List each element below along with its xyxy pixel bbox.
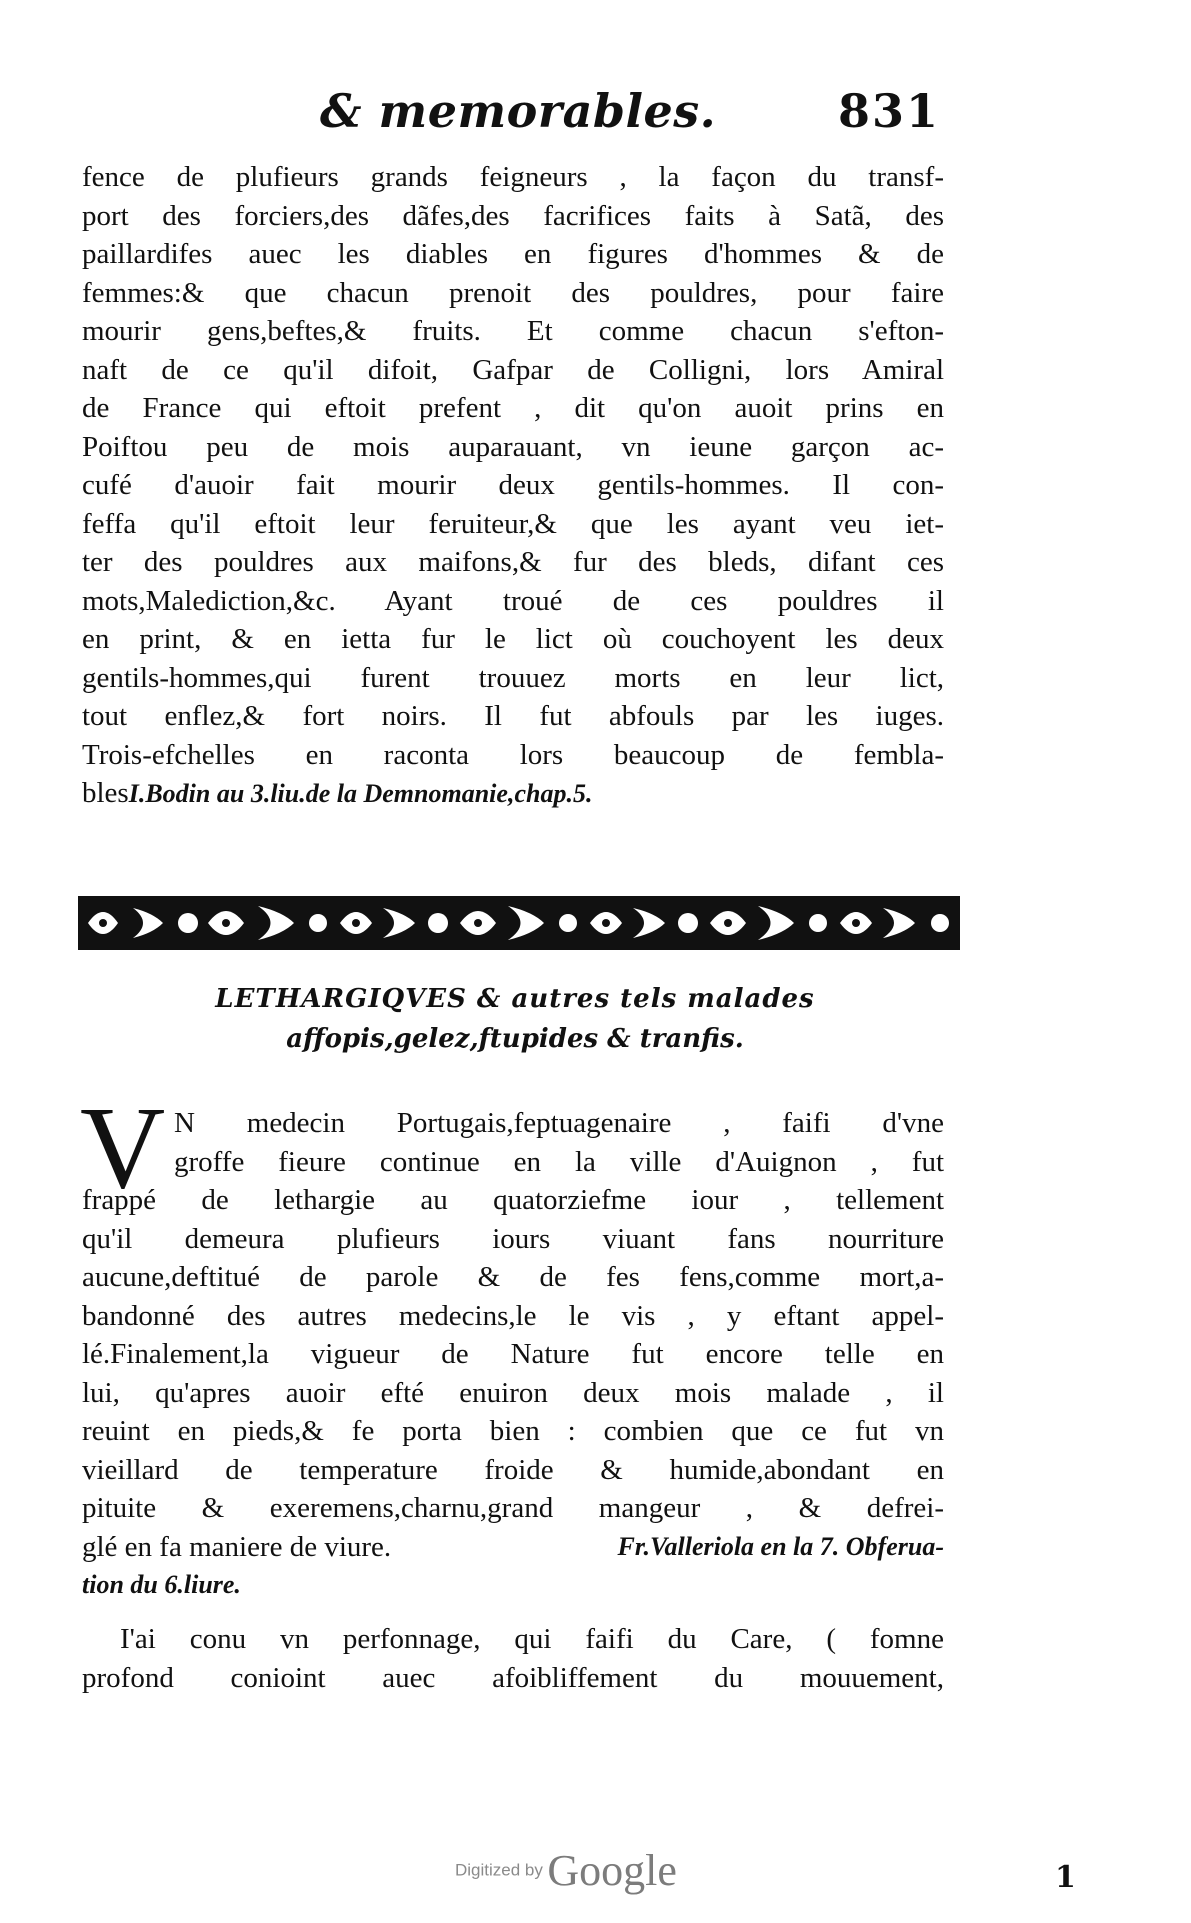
text-line: Poiftou peu de mois auparauant, vn ieune garçon ac- (82, 430, 944, 463)
text-line: femmes:& que chacun prenoit des pouldres, pour faire (82, 276, 944, 309)
decorative-ornament-band (78, 888, 960, 958)
text-line: Trois-efchelles en raconta lors beaucoup de fembla- (82, 738, 944, 771)
text-line: reuint en pieds,& fe porta bien : combien que ce fut vn (82, 1415, 944, 1447)
section-subtitle: affopis,gelez,ftupides & tranfis. (286, 1024, 744, 1054)
drop-cap: V (80, 1082, 166, 1213)
paragraph-care-case (82, 1620, 944, 1697)
text-line: N medecin Portugais,feptuagenaire , faifi d'vne (174, 1107, 944, 1139)
citation: Fr.Valleriola en la 7. Obferua- (617, 1531, 944, 1561)
text-line: lui, qu'apres auoir efté enuiron deux mois malade , il (82, 1376, 944, 1409)
text-line: lé.Finalement,la vigueur de Nature fut encore telle en (82, 1338, 944, 1370)
text-line: feffa qu'il eftoit leur feruiteur,& que les ayant veu iet- (82, 507, 944, 540)
text-line: qu'il demeura plufieurs iours viuant fans nourriture (82, 1222, 944, 1255)
text-line: profond conioint auec afoibliffement du mouuement, (82, 1661, 944, 1694)
paragraph-sorcery-account (82, 158, 944, 814)
text-line: frappé de lethargie au quatorziefme iour , tellement (82, 1184, 944, 1216)
page-number: 831 (837, 84, 940, 138)
text-line: bandonné des autres medecins,le le vis , y eftant appel- (82, 1299, 944, 1332)
text-line-with-citation (82, 1528, 944, 1567)
text-line: paillardifes auec les diables en figures d'hommes & de (82, 238, 944, 270)
text-line: cufé d'auoir fait mourir deux gentils-hommes. Il con- (82, 469, 944, 501)
text-line: aucune,deftitué de parole & de fes fens,comme mort,a- (82, 1261, 944, 1293)
text-line: groffe fieure continue en la ville d'Auignon , fut (174, 1145, 944, 1178)
text-line: fence de plufieurs grands feigneurs , la façon du transf- (82, 161, 944, 193)
page-header (300, 84, 940, 144)
text-line: mourir gens,beftes,& fruits. Et comme chacun s'efton- (82, 315, 944, 347)
watermark-small-text: Digitized by (455, 1860, 543, 1880)
text-line: gentils-hommes,qui furent trouuez morts en leur lict, (82, 661, 944, 694)
text-line: port des forciers,des dãfes,des facrifices faits à Satã, des (82, 199, 944, 232)
section-title: LETHARGIQVES & autres tels malades (215, 984, 815, 1014)
line-start: glé en fa maniere de viure. (82, 1530, 392, 1563)
text-line: mots,Malediction,&c. Ayant troué de ces pouldres il (82, 584, 944, 617)
citation-continued: tion du 6.liure. (82, 1570, 241, 1599)
citation: I.Bodin au 3.liu.de la Demnomanie,chap.5. (128, 779, 593, 808)
signature-mark: 1 (1055, 1860, 1076, 1895)
paragraph-lethargy-case (82, 1104, 944, 1605)
google-logo: Google (547, 1846, 677, 1895)
text-line: de France qui eftoit prefent , dit qu'on auoit prins en (82, 392, 944, 424)
text-line: en print, & en ietta fur le lict où couchoyent les deux (82, 623, 944, 655)
text-line: I'ai conu vn perfonnage, qui faifi du Care, ( fomne (120, 1623, 944, 1655)
running-head: & memorables. (320, 84, 717, 138)
digitized-watermark (455, 1845, 677, 1896)
line-start: bles (82, 777, 129, 809)
text-line: pituite & exeremens,charnu,grand mangeur , & defrei- (82, 1492, 944, 1524)
text-line: tout enflez,& fort noirs. Il fut abfouls par les iuges. (82, 700, 944, 732)
text-line: vieillard de temperature froide & humide,abondant en (82, 1453, 944, 1486)
text-line: ter des pouldres aux maifons,& fur des bleds, difant ces (82, 546, 944, 578)
text-line-with-citation (82, 774, 944, 814)
text-line: naft de ce qu'il difoit, Gafpar de Colligni, lors Amiral (82, 353, 944, 386)
